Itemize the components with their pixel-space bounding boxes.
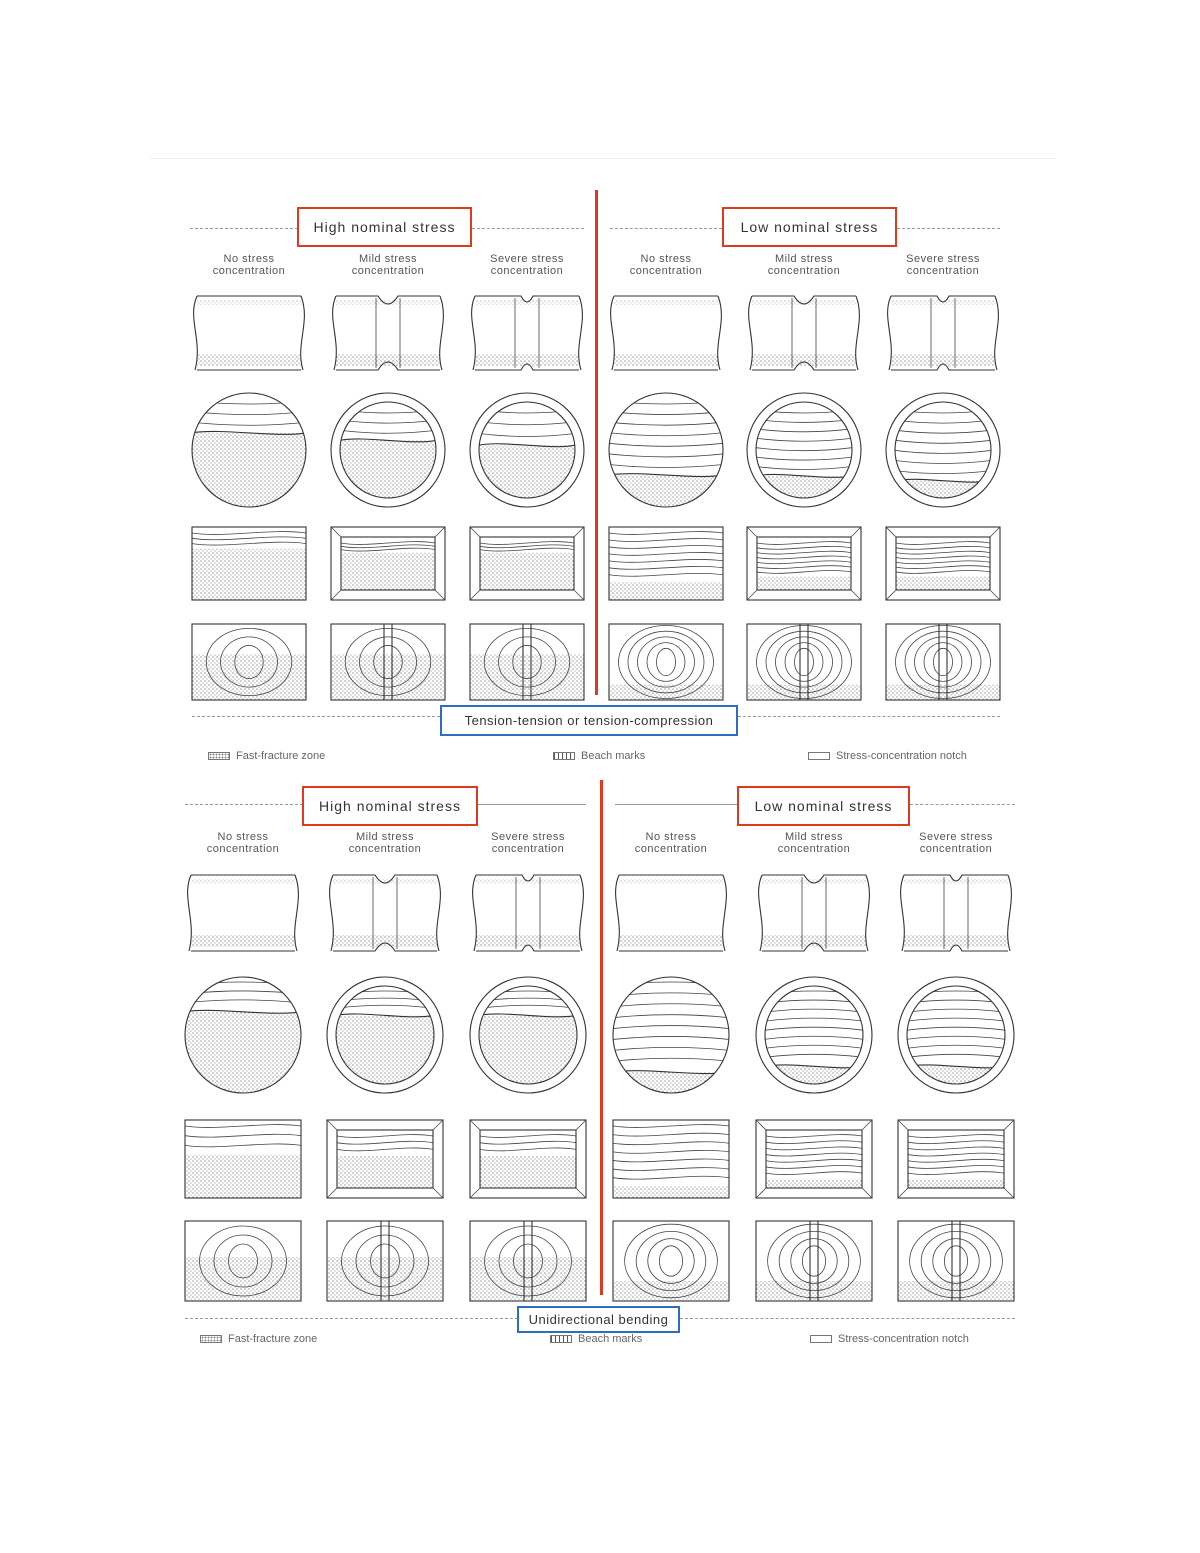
round-section-sketch [470, 977, 586, 1093]
column-label: Severe stress concentration [491, 831, 565, 855]
column-label: Severe stress concentration [490, 253, 564, 277]
legend-beach-marks: Beach marks [550, 1333, 642, 1345]
column-label: Mild stress concentration [767, 253, 841, 277]
rectangular-section-sketch [185, 1120, 301, 1198]
column-label: Mild stress concentration [351, 253, 425, 277]
shaft-sketch [473, 875, 584, 951]
legend-notch: Stress-concentration notch [810, 1333, 969, 1345]
rectangular-section-sketch [327, 1120, 443, 1198]
shaft-sketch [188, 875, 299, 951]
round-section-sketch [898, 977, 1014, 1093]
column-label: Severe stress concentration [919, 831, 993, 855]
column-label: No stress concentration [206, 831, 280, 855]
shaft-sketch [616, 875, 727, 951]
loading-rule [680, 1318, 1015, 1319]
column-label: Severe stress concentration [906, 253, 980, 277]
legend-beach-marks: Beach marks [553, 750, 645, 762]
shaft-sketch [901, 875, 1012, 951]
split-section-sketch [756, 1221, 872, 1301]
round-section-sketch [613, 977, 729, 1093]
shaft-sketch [759, 875, 870, 951]
legend-fast-fracture: Fast-fracture zone [200, 1333, 317, 1345]
notch-swatch-icon [810, 1335, 832, 1343]
high-nominal-stress-header: High nominal stress [302, 786, 478, 826]
column-label: No stress concentration [629, 253, 703, 277]
split-section-sketch [898, 1221, 1014, 1301]
low-nominal-stress-header: Low nominal stress [737, 786, 910, 826]
split-section-sketch [185, 1221, 301, 1301]
rectangular-section-sketch [756, 1120, 872, 1198]
round-section-sketch [327, 977, 443, 1093]
column-label: No stress concentration [634, 831, 708, 855]
round-section-sketch [185, 977, 301, 1093]
rectangular-section-sketch [613, 1120, 729, 1198]
shaft-sketch [330, 875, 441, 951]
column-label: No stress concentration [212, 253, 286, 277]
rectangular-section-sketch [470, 1120, 586, 1198]
split-section-sketch [470, 1221, 586, 1301]
loading-label: Tension-tension or tension-compression [440, 705, 738, 736]
split-section-sketch [327, 1221, 443, 1301]
fast-fracture-swatch-icon [200, 1335, 222, 1343]
beach-marks-swatch-icon [550, 1335, 572, 1343]
round-section-sketch [756, 977, 872, 1093]
legend-notch: Stress-concentration notch [808, 750, 967, 762]
column-label: Mild stress concentration [348, 831, 422, 855]
loading-label: Unidirectional bending [517, 1306, 680, 1333]
loading-rule [185, 1318, 518, 1319]
high-nominal-stress-header: High nominal stress [297, 207, 472, 247]
column-label: Mild stress concentration [777, 831, 851, 855]
low-nominal-stress-header: Low nominal stress [722, 207, 897, 247]
rectangular-section-sketch [898, 1120, 1014, 1198]
legend-fast-fracture: Fast-fracture zone [208, 750, 325, 762]
split-section-sketch [613, 1221, 729, 1301]
